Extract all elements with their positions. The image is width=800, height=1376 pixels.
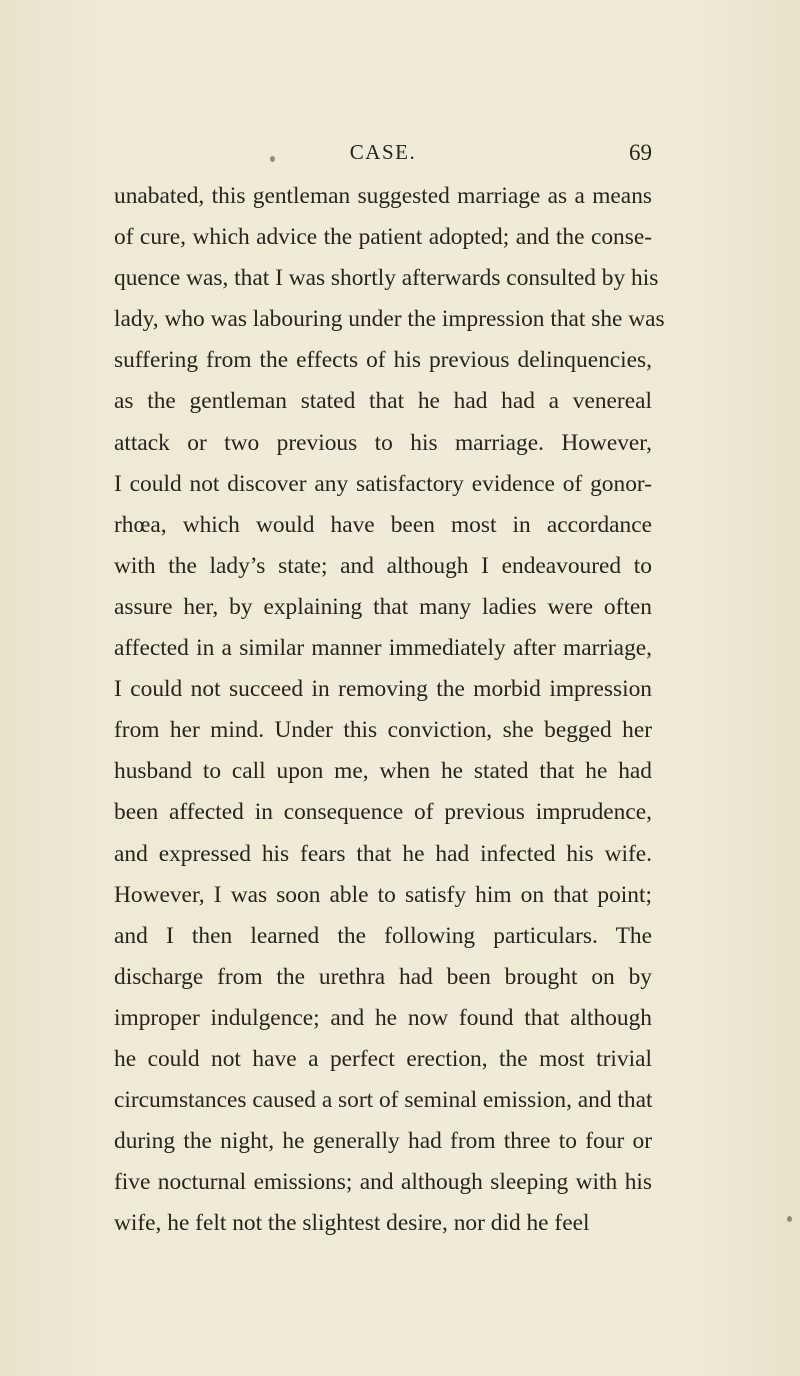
text-line: five nocturnal emissions; and although sleeping with his [114, 1169, 652, 1196]
running-head-title: CASE. [349, 140, 417, 164]
text-line: assure her, by explaining that many ladies were often [114, 593, 652, 620]
text-line: with the lady’s state; and although I endeavoured to [114, 552, 652, 579]
text-line: rhœa, which would have been most in accordance [114, 511, 652, 538]
text-line: and expressed his fears that he had infected his wife. [114, 840, 652, 867]
text-line: he could not have a perfect erection, the most trivial [114, 1045, 652, 1072]
text-line: I could not discover any satisfactory evidence of gonor- [114, 470, 652, 497]
text-line: suffering from the effects of his previous delinquencies, [114, 347, 652, 374]
text-line: as the gentleman stated that he had had a venereal [114, 388, 652, 415]
text-line: been affected in consequence of previous imprudence, [114, 799, 652, 826]
text-line: of cure, which advice the patient adopted; and the conse- [114, 224, 652, 251]
page-number: 69 [629, 140, 652, 165]
running-head [114, 140, 652, 174]
text-line: improper indulgence; and he now found that although [114, 1004, 652, 1031]
text-line: circumstances caused a sort of seminal emission, and that [114, 1087, 653, 1114]
text-line: discharge from the urethra had been brought on by [114, 963, 652, 990]
text-line: during the night, he generally had from three to four or [114, 1128, 652, 1155]
text-line: attack or two previous to his marriage. However, [114, 429, 652, 456]
text-line: I could not succeed in removing the morbid impression [114, 676, 652, 703]
text-line: husband to call upon me, when he stated that he had [114, 758, 652, 785]
ink-speck-margin [787, 1216, 792, 1222]
text-line: from her mind. Under this conviction, she begged her [114, 717, 652, 744]
text-line: wife, he felt not the slightest desire, nor did he feel [114, 1210, 590, 1237]
text-line: unabated, this gentleman suggested marriage as a means [114, 183, 652, 209]
text-line: lady, who was labouring under the impression that she was [114, 306, 665, 333]
text-line: quence was, that I was shortly afterwards consulted by his [114, 265, 659, 292]
text-line: affected in a similar manner immediately after marriage, [114, 635, 652, 662]
text-line: and I then learned the following particulars. The [114, 922, 652, 949]
text-line: However, I was soon able to satisfy him on that point; [114, 881, 652, 908]
body-text [114, 176, 665, 1244]
